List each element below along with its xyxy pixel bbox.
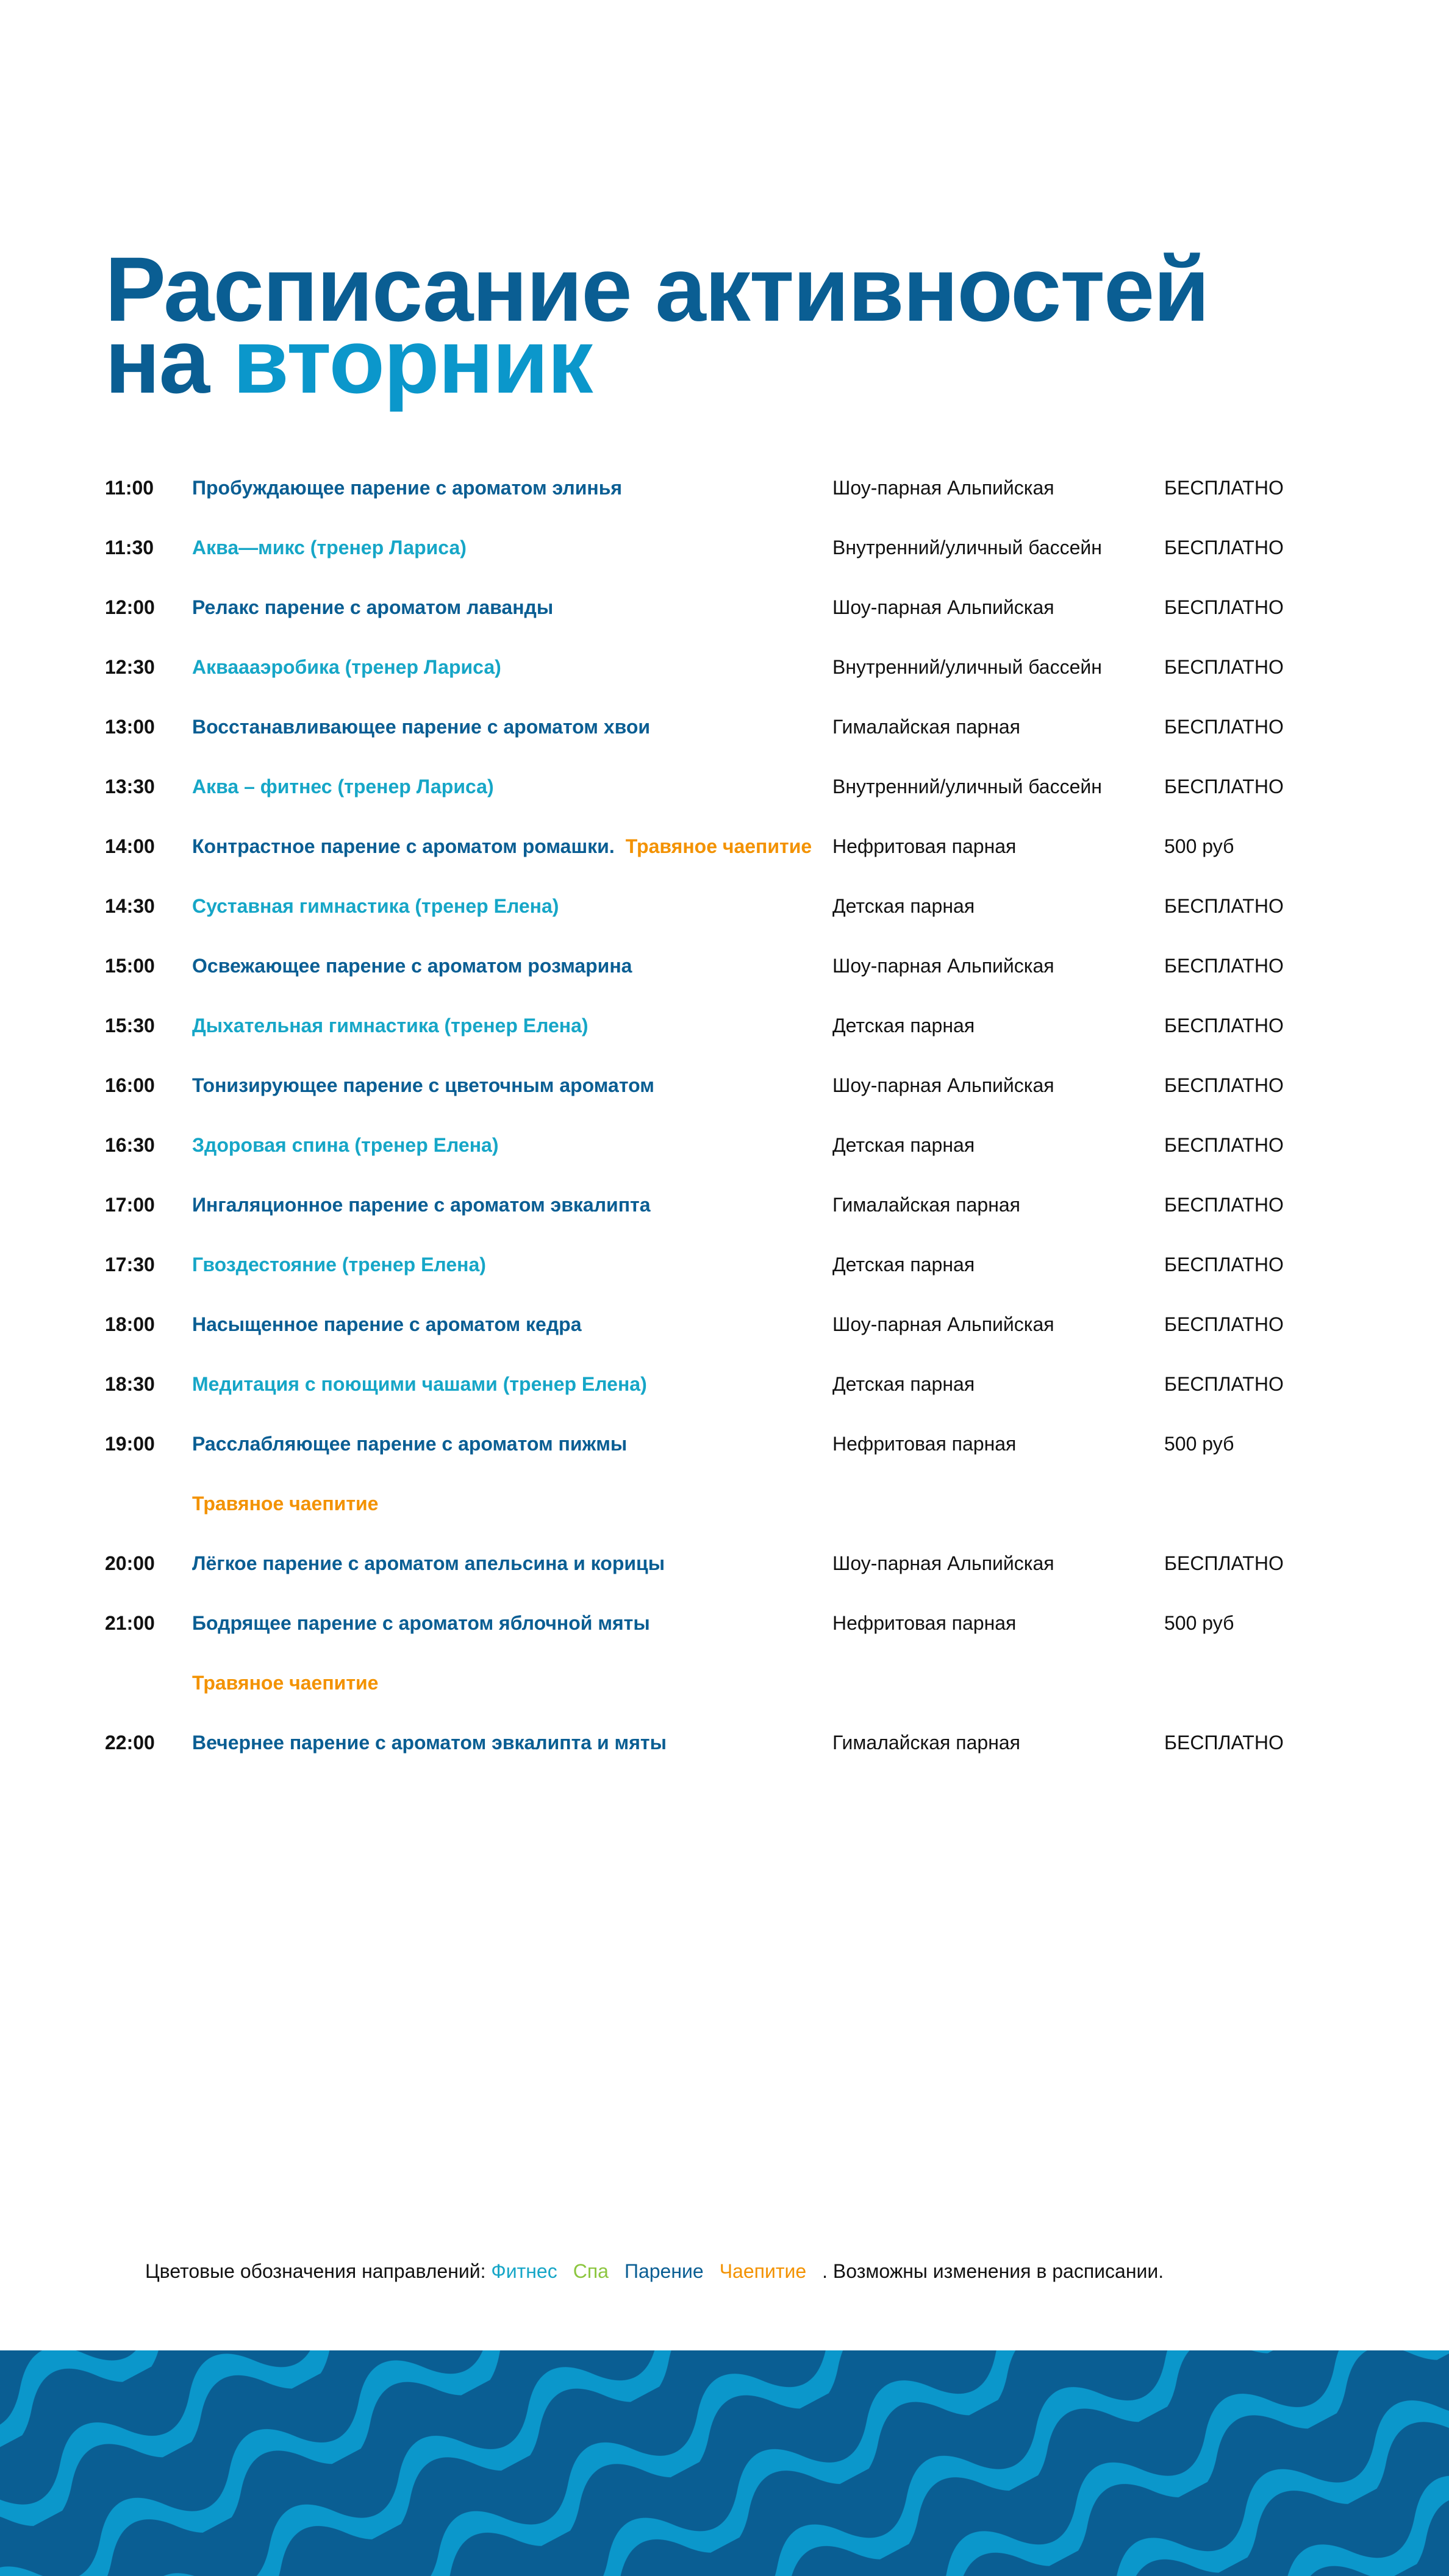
row-location: Шоу-парная Альпийская — [832, 955, 1054, 977]
schedule-row — [105, 882, 1355, 941]
row-price: БЕСПЛАТНО — [1164, 1254, 1284, 1276]
row-time: 16:30 — [105, 1134, 155, 1156]
row-time: 11:00 — [105, 477, 154, 499]
row-activity-label: Медитация с поющими чашами (тренер Елена) — [192, 1373, 647, 1395]
row-location: Нефритовая парная — [832, 835, 1017, 857]
title-day-accent: вторник — [232, 310, 592, 412]
row-price: БЕСПЛАТНО — [1164, 1134, 1284, 1156]
wave-pattern-band — [0, 2350, 1449, 2576]
row-time: 14:30 — [105, 895, 155, 917]
row-activity-label: Здоровая спина (тренер Елена) — [192, 1134, 499, 1156]
row-time: 18:00 — [105, 1313, 155, 1335]
row-activity-extra: Травяное чаепитие — [625, 835, 812, 857]
row-price: 500 руб — [1164, 1433, 1234, 1455]
row-time: 15:00 — [105, 955, 155, 977]
schedule-row — [105, 1360, 1355, 1419]
row-activity-label: Освежающее парение с ароматом розмарина — [192, 955, 632, 977]
row-price: БЕСПЛАТНО — [1164, 1194, 1284, 1216]
row-activity — [192, 1551, 665, 1575]
schedule-row — [105, 1658, 1355, 1718]
row-activity — [192, 894, 559, 918]
page-title — [105, 238, 1209, 412]
schedule-row — [105, 1300, 1355, 1360]
row-activity-label: Ингаляционное парение с ароматом эвкалипта — [192, 1194, 651, 1216]
row-activity — [192, 595, 553, 619]
row-time: 17:00 — [105, 1194, 155, 1216]
row-activity — [192, 1432, 627, 1456]
row-activity-label: Тонизирующее парение с цветочным ароматом — [192, 1074, 654, 1096]
row-price: БЕСПЛАТНО — [1164, 1552, 1284, 1574]
row-activity-label: Релакс парение с ароматом лаванды — [192, 596, 554, 618]
row-location: Гималайская парная — [832, 1194, 1020, 1216]
row-activity — [192, 1133, 498, 1157]
row-price: БЕСПЛАТНО — [1164, 1373, 1284, 1395]
row-time: 15:30 — [105, 1015, 155, 1036]
row-activity-label: Аква—микс (тренер Лариса) — [192, 537, 467, 558]
row-activity — [192, 1372, 647, 1396]
row-activity-label: Дыхательная гимнастика (тренер Елена) — [192, 1015, 589, 1036]
row-location: Гималайская парная — [832, 716, 1020, 738]
row-time: 18:30 — [105, 1373, 155, 1395]
row-price: БЕСПЛАТНО — [1164, 1015, 1284, 1036]
row-price: БЕСПЛАТНО — [1164, 955, 1284, 977]
row-activity-label: Пробуждающее парение с ароматом элинья — [192, 477, 623, 499]
schedule-row — [105, 1121, 1355, 1180]
row-activity-label: Расслабляющее парение с ароматом пижмы — [192, 1433, 628, 1455]
schedule-row — [105, 1001, 1355, 1061]
row-price: БЕСПЛАТНО — [1164, 1313, 1284, 1335]
row-price: БЕСПЛАТНО — [1164, 716, 1284, 738]
row-activity-label: Контрастное парение с ароматом ромашки. — [192, 835, 615, 857]
color-legend — [145, 2259, 1164, 2283]
schedule-row — [105, 1599, 1355, 1658]
row-activity — [192, 1611, 650, 1635]
wave-band-waves — [0, 2350, 1449, 2576]
row-time: 12:00 — [105, 596, 155, 618]
row-activity — [192, 834, 812, 858]
schedule-row — [105, 1180, 1355, 1240]
row-location: Детская парная — [832, 895, 975, 917]
row-activity — [192, 1013, 589, 1038]
legend-fitness: Фитнес — [491, 2260, 557, 2282]
row-time: 21:00 — [105, 1612, 155, 1634]
row-time: 16:00 — [105, 1074, 155, 1096]
row-activity-label: Суставная гимнастика (тренер Елена) — [192, 895, 559, 917]
schedule-row — [105, 1479, 1355, 1539]
schedule-row — [105, 1539, 1355, 1599]
row-location: Шоу-парная Альпийская — [832, 477, 1054, 499]
row-activity — [192, 655, 501, 679]
row-time: 17:30 — [105, 1254, 155, 1276]
row-time: 22:00 — [105, 1732, 155, 1754]
row-time: 13:30 — [105, 776, 155, 797]
row-location: Гималайская парная — [832, 1732, 1020, 1754]
row-location: Шоу-парная Альпийская — [832, 1313, 1054, 1335]
schedule-row — [105, 702, 1355, 762]
row-price: БЕСПЛАТНО — [1164, 537, 1284, 558]
row-activity — [192, 1312, 581, 1336]
row-activity-label: Насыщенное парение с ароматом кедра — [192, 1313, 582, 1335]
row-activity-label: Бодрящее парение с ароматом яблочной мяты — [192, 1612, 650, 1634]
schedule-row — [105, 941, 1355, 1001]
row-location: Детская парная — [832, 1373, 975, 1395]
schedule-row — [105, 1061, 1355, 1121]
row-activity-label: Гвоздестояние (тренер Елена) — [192, 1254, 486, 1276]
row-activity-label: Аква – фитнес (тренер Лариса) — [192, 776, 494, 797]
row-time: 12:30 — [105, 656, 155, 678]
row-location: Детская парная — [832, 1254, 975, 1276]
row-activity-label: Лёгкое парение с ароматом апельсина и корицы — [192, 1552, 665, 1574]
row-location: Нефритовая парная — [832, 1433, 1017, 1455]
row-activity — [192, 1491, 378, 1516]
row-activity-label: Травяное чаепитие — [192, 1493, 379, 1515]
row-price: БЕСПЛАТНО — [1164, 895, 1284, 917]
row-activity — [192, 1193, 650, 1217]
row-price: БЕСПЛАТНО — [1164, 776, 1284, 797]
schedule-row — [105, 1240, 1355, 1300]
row-activity — [192, 1252, 486, 1277]
row-time: 19:00 — [105, 1433, 155, 1455]
schedule-table — [105, 463, 1355, 1778]
row-location: Внутренний/уличный бассейн — [832, 537, 1102, 558]
row-activity — [192, 1073, 654, 1097]
row-activity-label: Вечернее парение с ароматом эвкалипта и мяты — [192, 1732, 667, 1754]
row-activity — [192, 535, 467, 560]
row-price: БЕСПЛАТНО — [1164, 596, 1284, 618]
row-activity — [192, 954, 632, 978]
row-activity — [192, 1730, 667, 1755]
schedule-row — [105, 463, 1355, 523]
legend-steam: Парение — [624, 2260, 704, 2282]
legend-prefix: Цветовые обозначения направлений: — [145, 2260, 486, 2282]
row-location: Внутренний/уличный бассейн — [832, 776, 1102, 797]
schedule-row — [105, 643, 1355, 702]
legend-suffix: . Возможны изменения в расписании. — [822, 2260, 1164, 2282]
title-line-2-prefix: на — [105, 310, 233, 412]
schedule-row — [105, 583, 1355, 643]
row-price: 500 руб — [1164, 1612, 1234, 1634]
row-location: Шоу-парная Альпийская — [832, 1552, 1054, 1574]
row-activity-label: Травяное чаепитие — [192, 1672, 379, 1694]
schedule-row — [105, 1419, 1355, 1479]
row-time: 11:30 — [105, 537, 154, 558]
row-price: БЕСПЛАТНО — [1164, 656, 1284, 678]
row-price: 500 руб — [1164, 835, 1234, 857]
schedule-row — [105, 1718, 1355, 1778]
schedule-row — [105, 762, 1355, 822]
row-time: 13:00 — [105, 716, 155, 738]
title-line-1: Расписание активностей — [105, 238, 1209, 340]
row-location: Детская парная — [832, 1134, 975, 1156]
row-time: 20:00 — [105, 1552, 155, 1574]
schedule-row — [105, 822, 1355, 882]
row-location: Нефритовая парная — [832, 1612, 1017, 1634]
legend-tea: Чаепитие — [719, 2260, 807, 2282]
row-activity — [192, 1671, 378, 1695]
row-price: БЕСПЛАТНО — [1164, 1074, 1284, 1096]
row-price: БЕСПЛАТНО — [1164, 477, 1284, 499]
row-activity — [192, 774, 494, 799]
row-activity — [192, 476, 622, 500]
row-location: Детская парная — [832, 1015, 975, 1036]
row-price: БЕСПЛАТНО — [1164, 1732, 1284, 1754]
schedule-row — [105, 523, 1355, 583]
row-time: 14:00 — [105, 835, 155, 857]
row-location: Шоу-парная Альпийская — [832, 596, 1054, 618]
row-activity-label: Восстанавливающее парение с ароматом хвои — [192, 716, 651, 738]
row-activity-label: Акваааэробика (тренер Лариса) — [192, 656, 501, 678]
legend-spa: Спа — [573, 2260, 609, 2282]
row-location: Внутренний/уличный бассейн — [832, 656, 1102, 678]
row-location: Шоу-парная Альпийская — [832, 1074, 1054, 1096]
row-activity — [192, 715, 650, 739]
